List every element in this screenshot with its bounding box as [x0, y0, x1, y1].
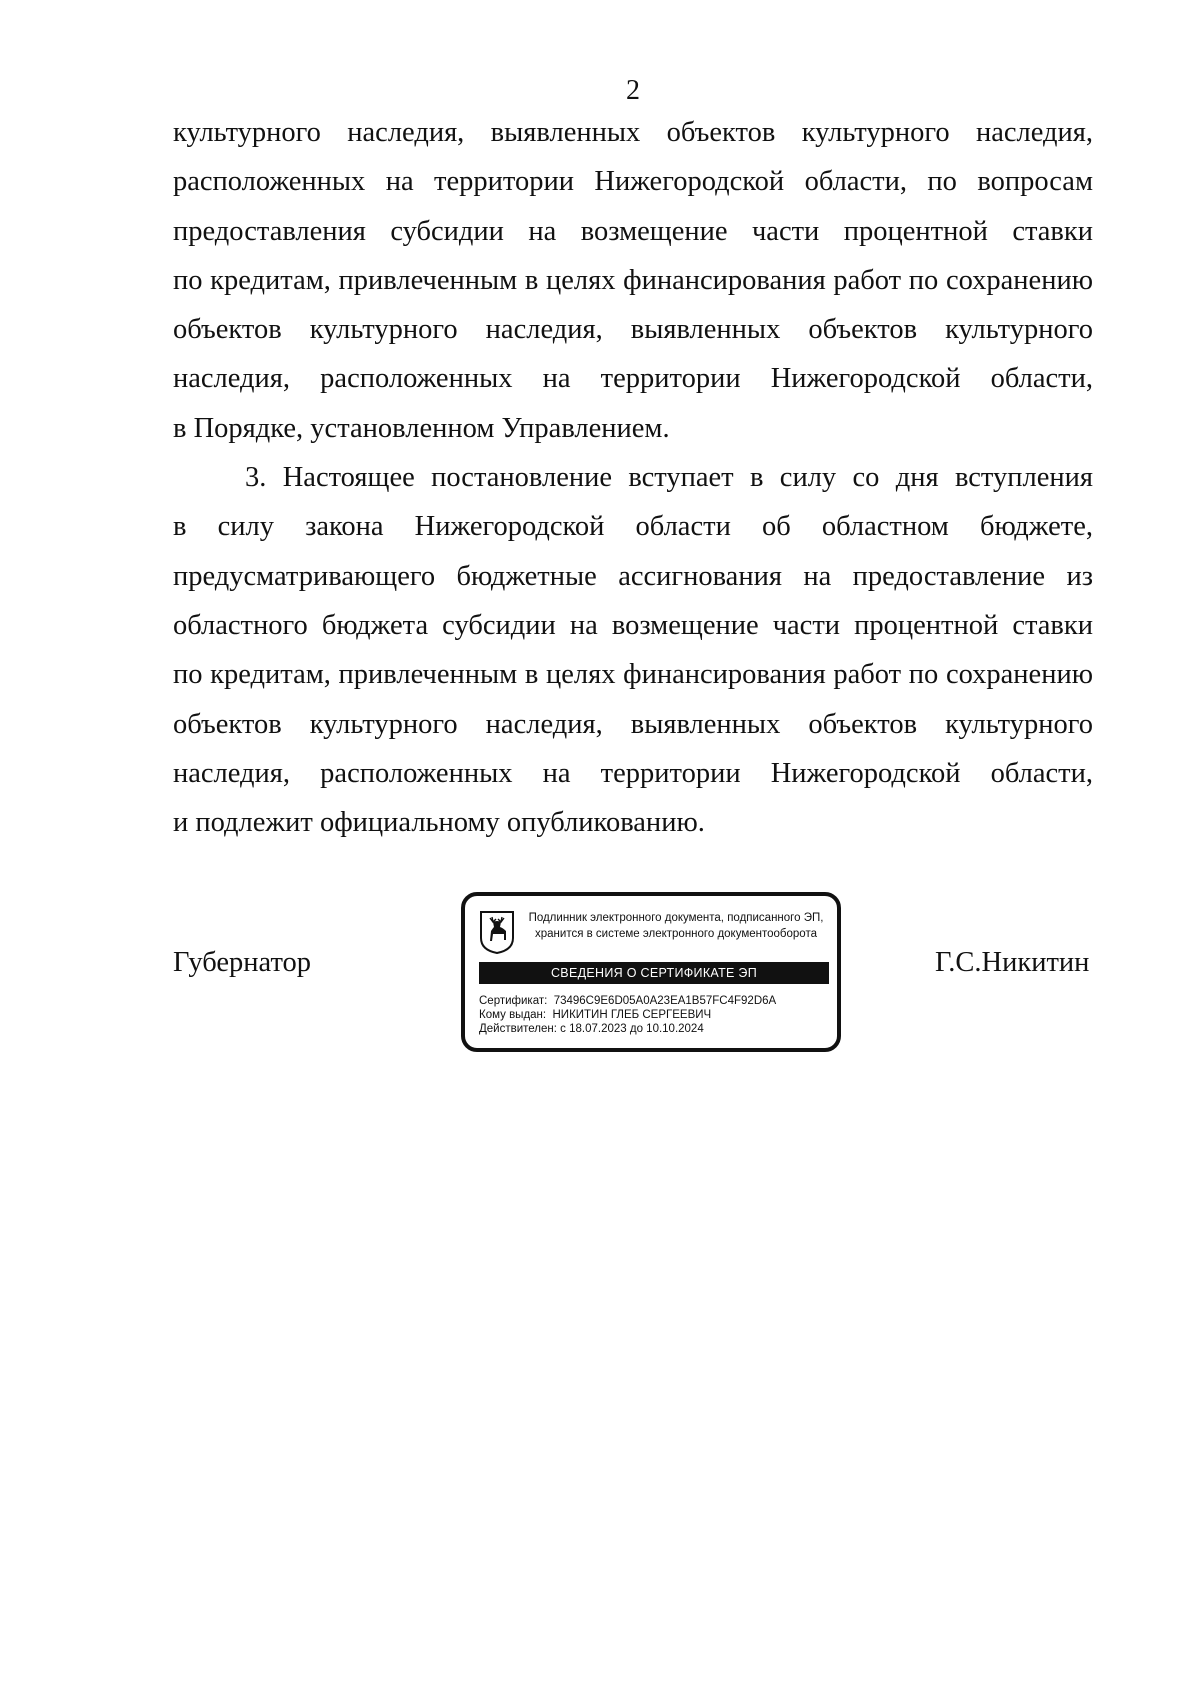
issued-to-row	[479, 1008, 829, 1022]
paragraph-1-line: в Порядке, установленном Управлением.	[173, 412, 670, 444]
stamp-header-line: хранится в системе электронного документооборота	[535, 928, 817, 940]
paragraph-2-line: предусматривающего бюджетные ассигнования на предоставление из	[173, 560, 1093, 592]
certificate-value: 73496C9E6D05A0A23EA1B57FC4F92D6A	[553, 995, 777, 1007]
certificate-details	[479, 994, 829, 1036]
certificate-row	[479, 994, 829, 1008]
signatory-title: Губернатор	[173, 947, 312, 978]
validity-row	[479, 1022, 829, 1036]
issued-to-value: НИКИТИН ГЛЕБ СЕРГЕЕВИЧ	[552, 1009, 712, 1021]
electronic-signature-stamp	[461, 892, 841, 1052]
validity-value: с 18.07.2023 до 10.10.2024	[560, 1023, 704, 1035]
paragraph-2-line: наследия, расположенных на территории Нижегородской области,	[173, 757, 1093, 789]
validity-label: Действителен:	[479, 1023, 557, 1035]
paragraph-1-line: культурного наследия, выявленных объектов культурного наследия,	[173, 117, 1093, 148]
paragraph-2-line: 3. Настоящее постановление вступает в силу со дня вступления	[245, 462, 1093, 494]
stamp-header-line: Подлинник электронного документа, подписанного ЭП,	[528, 912, 824, 924]
paragraph-2-line: областного бюджета субсидии на возмещение части процентной ставки	[173, 609, 1093, 641]
page-number: 2	[626, 75, 640, 106]
certificate-label: Сертификат:	[479, 995, 548, 1007]
certificate-info-bar: СВЕДЕНИЯ О СЕРТИФИКАТЕ ЭП	[479, 962, 829, 984]
paragraph-2-line: по кредитам, привлеченным в целях финансирования работ по сохранению	[173, 659, 1093, 691]
issued-to-label: Кому выдан:	[479, 1009, 547, 1021]
paragraph-1-line: предоставления субсидии на возмещение части процентной ставки	[173, 215, 1093, 247]
signatory-name: Г.С.Никитин	[935, 947, 1090, 978]
paragraph-1-line: объектов культурного наследия, выявленных объектов культурного	[173, 314, 1093, 346]
paragraph-1-line: по кредитам, привлеченным в целях финансирования работ по сохранению	[173, 264, 1093, 296]
paragraph-2-line: в силу закона Нижегородской области об областном бюджете,	[173, 511, 1093, 543]
paragraph-1-line: наследия, расположенных на территории Нижегородской области,	[173, 363, 1093, 395]
paragraph-2-line: и подлежит официальному опубликованию.	[173, 807, 705, 839]
paragraph-1-line: расположенных на территории Нижегородской области, по вопросам	[173, 166, 1093, 198]
deer-emblem-icon	[479, 910, 515, 954]
document-body	[173, 108, 1093, 847]
stamp-header	[523, 910, 829, 942]
paragraph-2-line: объектов культурного наследия, выявленных объектов культурного	[173, 708, 1093, 740]
